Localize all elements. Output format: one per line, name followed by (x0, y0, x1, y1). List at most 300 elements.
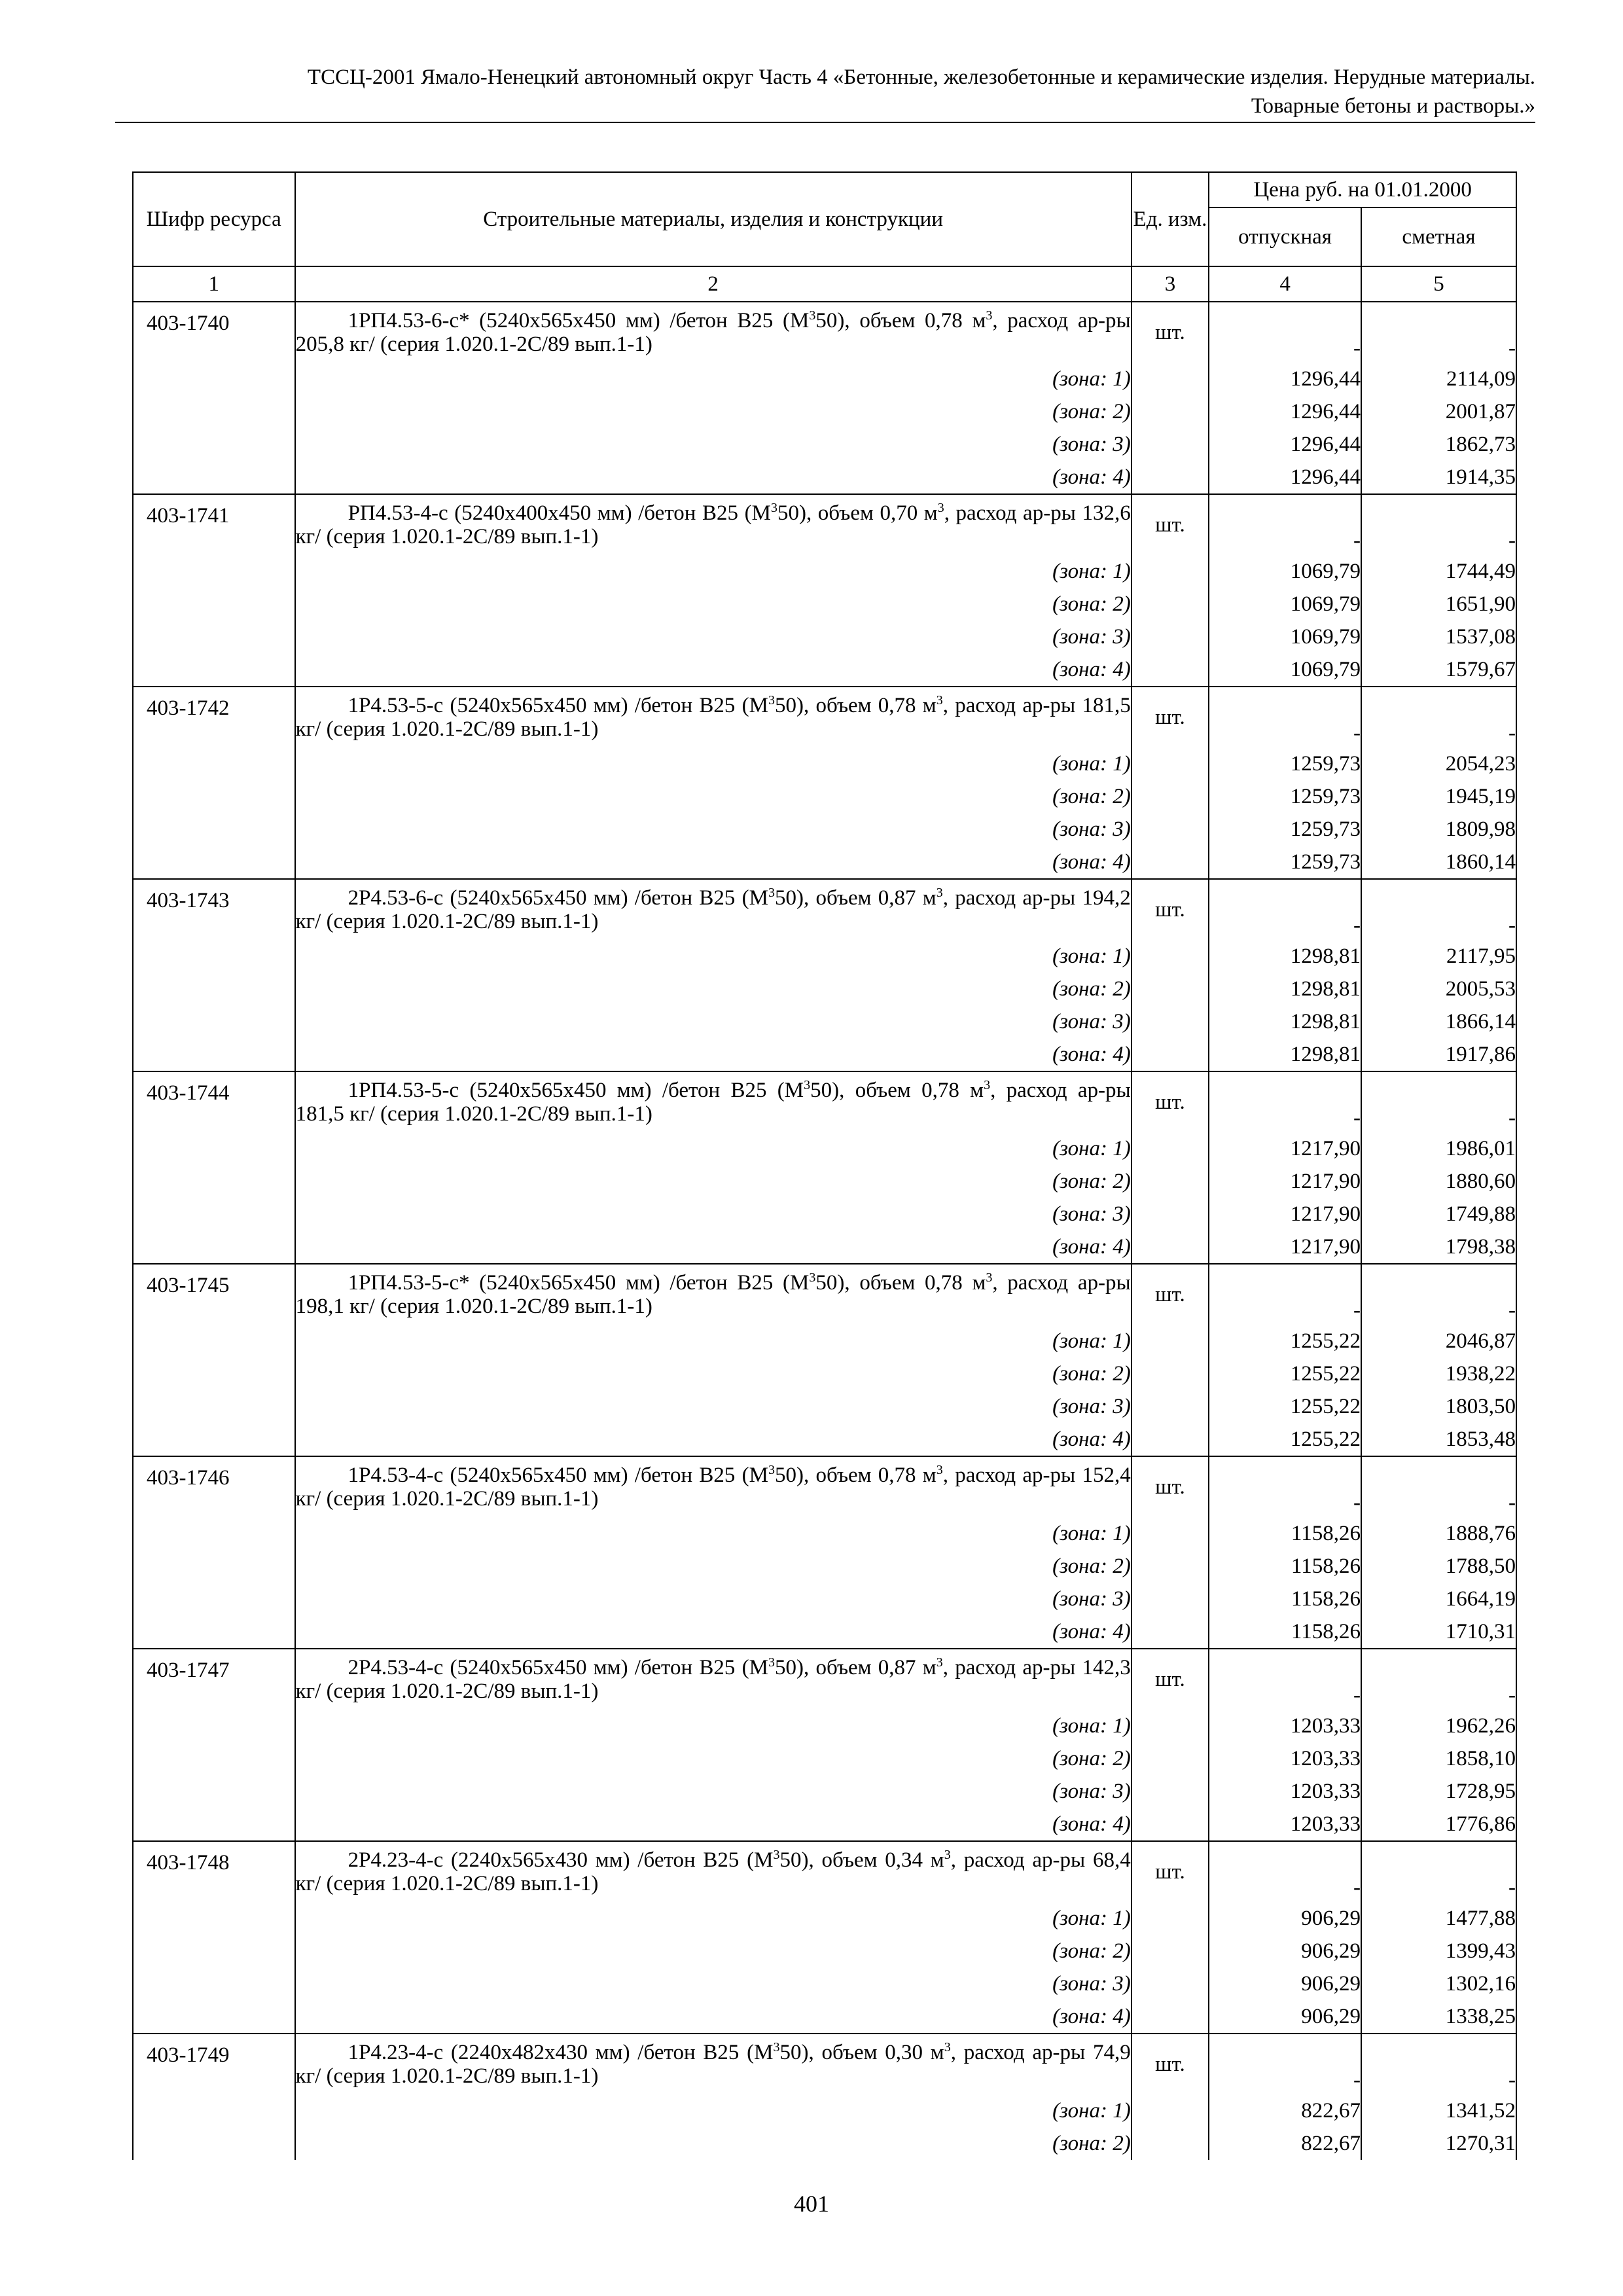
item-description (295, 1456, 1132, 1517)
table-row (133, 1649, 1516, 1710)
zone-release-price: 1069,79 (1209, 555, 1361, 588)
desc-text: 1Р4.53-5-с (5240х565х450 мм) /бетон В25 (М (348, 694, 768, 717)
zone-release-price: 906,29 (1209, 1902, 1361, 1935)
zone-label: (зона: 4) (295, 846, 1132, 879)
desc-text: , расход ар-ры 205,8 кг/ (серия 1.020.1-2С/89 вып.1-1) (295, 309, 1131, 356)
zone-label: (зона: 3) (295, 813, 1132, 846)
estimate-price: - (1361, 302, 1516, 363)
desc-text: 50), объем 0,87 м (774, 886, 936, 910)
zone-row (133, 1325, 1516, 1357)
zone-label: (зона: 2) (295, 1742, 1132, 1775)
desc-superscript: 3 (937, 501, 944, 515)
zone-estimate-price: 1809,98 (1361, 813, 1516, 846)
zone-label: (зона: 2) (295, 1357, 1132, 1390)
unit-empty (1132, 620, 1209, 653)
unit-empty (1132, 1550, 1209, 1583)
zone-estimate-price: 1986,01 (1361, 1132, 1516, 1165)
zone-row (133, 1132, 1516, 1165)
zone-label: (зона: 2) (295, 780, 1132, 813)
zone-release-price: 1158,26 (1209, 1583, 1361, 1615)
zone-estimate-price: 1803,50 (1361, 1390, 1516, 1423)
desc-text: 1РП4.53-5-с (5240х565х450 мм) /бетон В25 (М (348, 1079, 804, 1102)
unit-empty (1132, 1005, 1209, 1038)
unit: шт. (1132, 1456, 1209, 1517)
item-description (295, 494, 1132, 555)
estimate-price: - (1361, 494, 1516, 555)
desc-text: 50), объем 0,78 м (815, 1271, 986, 1295)
zone-row (133, 1165, 1516, 1198)
zone-row (133, 1005, 1516, 1038)
desc-text: РП4.53-4-с (5240х400х450 мм) /бетон В25 (М (348, 501, 771, 525)
zone-label: (зона: 3) (295, 1967, 1132, 2000)
zone-label: (зона: 4) (295, 2000, 1132, 2034)
zone-estimate-price: 1862,73 (1361, 428, 1516, 461)
zone-row (133, 428, 1516, 461)
estimate-price: - (1361, 1264, 1516, 1325)
unit-empty (1132, 461, 1209, 494)
unit-empty (1132, 747, 1209, 780)
desc-superscript: 3 (986, 308, 993, 323)
desc-text: 1Р4.53-4-с (5240х565х450 мм) /бетон В25 (М (348, 1463, 768, 1487)
table-row (133, 1264, 1516, 1325)
zone-row (133, 1423, 1516, 1456)
release-price: - (1209, 2034, 1361, 2094)
zone-release-price: 1255,22 (1209, 1423, 1361, 1456)
desc-superscript: 3 (944, 2040, 951, 2054)
zone-estimate-price: 1710,31 (1361, 1615, 1516, 1649)
zone-row (133, 1775, 1516, 1808)
desc-superscript: 3 (936, 693, 943, 708)
zone-label: (зона: 1) (295, 1132, 1132, 1165)
desc-text: 50), объем 0,78 м (815, 309, 986, 332)
desc-text: 2Р4.53-4-с (5240х565х450 мм) /бетон В25 (М (348, 1656, 768, 1679)
desc-text: 50), объем 0,78 м (810, 1079, 984, 1102)
zone-row (133, 395, 1516, 428)
zone-release-price: 1296,44 (1209, 428, 1361, 461)
item-description (295, 1649, 1132, 1710)
zone-row (133, 2000, 1516, 2034)
zone-estimate-price: 1938,22 (1361, 1357, 1516, 1390)
zone-estimate-price: 2001,87 (1361, 395, 1516, 428)
unit-empty (1132, 1710, 1209, 1742)
unit-empty (1132, 1230, 1209, 1264)
unit-empty (1132, 555, 1209, 588)
zone-label: (зона: 2) (295, 973, 1132, 1005)
resource-code: 403-1744 (133, 1071, 295, 1264)
zone-label: (зона: 1) (295, 747, 1132, 780)
resource-code: 403-1742 (133, 687, 295, 879)
zone-row (133, 1550, 1516, 1583)
table-body (133, 302, 1516, 2160)
zone-row (133, 1615, 1516, 1649)
unit: шт. (1132, 1649, 1209, 1710)
desc-superscript: 3 (984, 1078, 991, 1092)
desc-superscript: 3 (986, 1270, 993, 1285)
zone-label: (зона: 2) (295, 1550, 1132, 1583)
header-num-1: 1 (133, 266, 295, 302)
zone-release-price: 1298,81 (1209, 1005, 1361, 1038)
desc-text: 1РП4.53-5-с* (5240х565х450 мм) /бетон В25 (М (348, 1271, 810, 1295)
zone-row (133, 653, 1516, 687)
desc-text: 50), объем 0,30 м (779, 2041, 944, 2064)
desc-text: , расход ар-ры 181,5 кг/ (серия 1.020.1-2С/89 вып.1-1) (295, 1079, 1131, 1126)
zone-release-price: 1259,73 (1209, 780, 1361, 813)
header-unit: Ед. изм. (1132, 172, 1209, 266)
zone-estimate-price: 1537,08 (1361, 620, 1516, 653)
zone-row (133, 1583, 1516, 1615)
zone-release-price: 1259,73 (1209, 747, 1361, 780)
zone-release-price: 1203,33 (1209, 1742, 1361, 1775)
desc-text: , расход ар-ры 194,2 кг/ (серия 1.020.1-2С/89 вып.1-1) (295, 886, 1131, 933)
zone-row (133, 2094, 1516, 2127)
zone-row (133, 1357, 1516, 1390)
unit-empty (1132, 973, 1209, 1005)
unit: шт. (1132, 1841, 1209, 1902)
unit-empty (1132, 1038, 1209, 1071)
zone-label: (зона: 3) (295, 1775, 1132, 1808)
unit: шт. (1132, 494, 1209, 555)
desc-superscript: 3 (773, 2040, 780, 2054)
item-description (295, 2034, 1132, 2094)
desc-superscript: 3 (768, 886, 775, 900)
zone-release-price: 1217,90 (1209, 1198, 1361, 1230)
zone-estimate-price: 2054,23 (1361, 747, 1516, 780)
zone-estimate-price: 1866,14 (1361, 1005, 1516, 1038)
unit-empty (1132, 940, 1209, 973)
table-row (133, 687, 1516, 747)
zone-release-price: 1203,33 (1209, 1808, 1361, 1841)
zone-row (133, 1967, 1516, 2000)
desc-superscript: 3 (768, 1655, 775, 1670)
resource-code: 403-1741 (133, 494, 295, 687)
zone-release-price: 906,29 (1209, 1935, 1361, 1967)
resource-code: 403-1749 (133, 2034, 295, 2160)
zone-row (133, 1038, 1516, 1071)
zone-estimate-price: 1853,48 (1361, 1423, 1516, 1456)
header-release: отпускная (1209, 207, 1361, 266)
resource-code: 403-1748 (133, 1841, 295, 2034)
zone-estimate-price: 2117,95 (1361, 940, 1516, 973)
zone-release-price: 1255,22 (1209, 1357, 1361, 1390)
desc-text: 1РП4.53-6-с* (5240х565х450 мм) /бетон В25 (М (348, 309, 810, 332)
release-price: - (1209, 1649, 1361, 1710)
zone-release-price: 1298,81 (1209, 973, 1361, 1005)
zone-label: (зона: 1) (295, 1710, 1132, 1742)
header-name: Строительные материалы, изделия и конструкции (295, 172, 1132, 266)
zone-estimate-price: 2114,09 (1361, 363, 1516, 395)
zone-release-price: 1255,22 (1209, 1325, 1361, 1357)
item-description (295, 302, 1132, 363)
release-price: - (1209, 302, 1361, 363)
zone-release-price: 1217,90 (1209, 1165, 1361, 1198)
zone-label: (зона: 4) (295, 1808, 1132, 1841)
unit-empty (1132, 653, 1209, 687)
zone-release-price: 1259,73 (1209, 846, 1361, 879)
desc-text: , расход ар-ры 181,5 кг/ (серия 1.020.1-2С/89 вып.1-1) (295, 694, 1131, 741)
release-price: - (1209, 494, 1361, 555)
page-number: 401 (794, 2191, 829, 2217)
zone-release-price: 906,29 (1209, 1967, 1361, 2000)
zone-estimate-price: 1917,86 (1361, 1038, 1516, 1071)
zone-release-price: 1069,79 (1209, 620, 1361, 653)
zone-release-price: 1296,44 (1209, 363, 1361, 395)
unit-empty (1132, 1742, 1209, 1775)
header-line-2: Товарные бетоны и растворы.» (1251, 94, 1535, 118)
unit: шт. (1132, 687, 1209, 747)
zone-release-price: 1298,81 (1209, 1038, 1361, 1071)
zone-row (133, 1390, 1516, 1423)
zone-row (133, 973, 1516, 1005)
zone-estimate-price: 1860,14 (1361, 846, 1516, 879)
zone-row (133, 1902, 1516, 1935)
header-num-4: 4 (1209, 266, 1361, 302)
unit-empty (1132, 1967, 1209, 2000)
unit-empty (1132, 363, 1209, 395)
zone-label: (зона: 4) (295, 1615, 1132, 1649)
zone-release-price: 1217,90 (1209, 1132, 1361, 1165)
zone-release-price: 822,67 (1209, 2127, 1361, 2160)
unit-empty (1132, 1132, 1209, 1165)
unit-empty (1132, 1325, 1209, 1357)
unit-empty (1132, 1935, 1209, 1967)
header-estimate: сметная (1361, 207, 1516, 266)
header-line-1: ТССЦ-2001 Ямало-Ненецкий автономный округ Часть 4 «Бетонные, железобетонные и керамические изделия. Нерудные материалы. (307, 65, 1535, 89)
table-row (133, 1841, 1516, 1902)
table-row (133, 494, 1516, 555)
unit-empty (1132, 1583, 1209, 1615)
item-description (295, 687, 1132, 747)
header-rule (115, 122, 1535, 123)
zone-row (133, 780, 1516, 813)
estimate-price: - (1361, 1456, 1516, 1517)
zone-label: (зона: 3) (295, 1583, 1132, 1615)
desc-text: , расход ар-ры 152,4 кг/ (серия 1.020.1-2С/89 вып.1-1) (295, 1463, 1131, 1511)
zone-release-price: 1203,33 (1209, 1710, 1361, 1742)
zone-release-price: 906,29 (1209, 2000, 1361, 2034)
desc-superscript: 3 (773, 1848, 780, 1862)
desc-text: 50), объем 0,70 м (777, 501, 938, 525)
zone-estimate-price: 1749,88 (1361, 1198, 1516, 1230)
zone-label: (зона: 4) (295, 1230, 1132, 1264)
desc-superscript: 3 (936, 1463, 943, 1477)
zone-label: (зона: 1) (295, 940, 1132, 973)
zone-estimate-price: 1880,60 (1361, 1165, 1516, 1198)
release-price: - (1209, 687, 1361, 747)
zone-estimate-price: 1945,19 (1361, 780, 1516, 813)
zone-label: (зона: 3) (295, 1005, 1132, 1038)
zone-release-price: 1298,81 (1209, 940, 1361, 973)
zone-release-price: 1296,44 (1209, 461, 1361, 494)
unit-empty (1132, 428, 1209, 461)
zone-release-price: 1158,26 (1209, 1615, 1361, 1649)
unit: шт. (1132, 879, 1209, 940)
release-price: - (1209, 1456, 1361, 1517)
zone-label: (зона: 3) (295, 620, 1132, 653)
zone-estimate-price: 1728,95 (1361, 1775, 1516, 1808)
desc-text: 50), объем 0,78 м (774, 1463, 936, 1487)
desc-superscript: 3 (936, 886, 943, 900)
resource-code: 403-1747 (133, 1649, 295, 1841)
zone-row (133, 940, 1516, 973)
header-code: Шифр ресурса (133, 172, 295, 266)
zone-release-price: 1259,73 (1209, 813, 1361, 846)
unit-empty (1132, 1165, 1209, 1198)
price-table (132, 171, 1517, 2160)
zone-row (133, 1935, 1516, 1967)
estimate-price: - (1361, 1841, 1516, 1902)
zone-label: (зона: 1) (295, 1902, 1132, 1935)
zone-release-price: 822,67 (1209, 2094, 1361, 2127)
unit: шт. (1132, 1264, 1209, 1325)
release-price: - (1209, 1264, 1361, 1325)
zone-estimate-price: 1341,52 (1361, 2094, 1516, 2127)
table-row (133, 302, 1516, 363)
zone-release-price: 1069,79 (1209, 588, 1361, 620)
zone-estimate-price: 1858,10 (1361, 1742, 1516, 1775)
zone-estimate-price: 1914,35 (1361, 461, 1516, 494)
item-description (295, 1841, 1132, 1902)
zone-release-price: 1255,22 (1209, 1390, 1361, 1423)
table-header (133, 172, 1516, 302)
zone-label: (зона: 2) (295, 588, 1132, 620)
release-price: - (1209, 1071, 1361, 1132)
zone-estimate-price: 1302,16 (1361, 1967, 1516, 2000)
zone-release-price: 1203,33 (1209, 1775, 1361, 1808)
unit: шт. (1132, 302, 1209, 363)
desc-superscript: 3 (944, 1848, 951, 1862)
zone-estimate-price: 1888,76 (1361, 1517, 1516, 1550)
item-description (295, 1264, 1132, 1325)
zone-row (133, 2127, 1516, 2160)
zone-label: (зона: 2) (295, 2127, 1132, 2160)
zone-label: (зона: 3) (295, 1390, 1132, 1423)
zone-estimate-price: 1744,49 (1361, 555, 1516, 588)
zone-release-price: 1158,26 (1209, 1517, 1361, 1550)
zone-label: (зона: 4) (295, 1038, 1132, 1071)
zone-label: (зона: 3) (295, 428, 1132, 461)
zone-row (133, 461, 1516, 494)
unit-empty (1132, 588, 1209, 620)
unit-empty (1132, 1615, 1209, 1649)
zone-row (133, 363, 1516, 395)
resource-code: 403-1740 (133, 302, 295, 494)
zone-label: (зона: 4) (295, 653, 1132, 687)
table-row (133, 879, 1516, 940)
zone-row (133, 1517, 1516, 1550)
unit-empty (1132, 846, 1209, 879)
unit-empty (1132, 1808, 1209, 1841)
unit-empty (1132, 2094, 1209, 2127)
unit-empty (1132, 1423, 1209, 1456)
zone-estimate-price: 1962,26 (1361, 1710, 1516, 1742)
desc-superscript: 3 (804, 1078, 811, 1092)
zone-estimate-price: 1270,31 (1361, 2127, 1516, 2160)
desc-text: 2Р4.53-6-с (5240х565х450 мм) /бетон В25 (М (348, 886, 768, 910)
desc-text: , расход ар-ры 132,6 кг/ (серия 1.020.1-2С/89 вып.1-1) (295, 501, 1131, 548)
zone-label: (зона: 2) (295, 395, 1132, 428)
unit-empty (1132, 395, 1209, 428)
estimate-price: - (1361, 879, 1516, 940)
zone-label: (зона: 3) (295, 1198, 1132, 1230)
zone-estimate-price: 1579,67 (1361, 653, 1516, 687)
desc-text: , расход ар-ры 68,4 кг/ (серия 1.020.1-2С/89 вып.1-1) (295, 1848, 1131, 1895)
unit-empty (1132, 1198, 1209, 1230)
zone-release-price: 1296,44 (1209, 395, 1361, 428)
header-num-2: 2 (295, 266, 1132, 302)
zone-label: (зона: 1) (295, 2094, 1132, 2127)
desc-text: , расход ар-ры 142,3 кг/ (серия 1.020.1-2С/89 вып.1-1) (295, 1656, 1131, 1703)
zone-label: (зона: 1) (295, 363, 1132, 395)
zone-estimate-price: 1477,88 (1361, 1902, 1516, 1935)
zone-release-price: 1069,79 (1209, 653, 1361, 687)
desc-superscript: 3 (809, 1270, 816, 1285)
table-row (133, 1456, 1516, 1517)
zone-row (133, 1230, 1516, 1264)
desc-text: 50), объем 0,78 м (774, 694, 936, 717)
desc-text: , расход ар-ры 198,1 кг/ (серия 1.020.1-2С/89 вып.1-1) (295, 1271, 1131, 1318)
resource-code: 403-1745 (133, 1264, 295, 1456)
zone-row (133, 1742, 1516, 1775)
unit-empty (1132, 2000, 1209, 2034)
unit-empty (1132, 1517, 1209, 1550)
zone-estimate-price: 1776,86 (1361, 1808, 1516, 1841)
zone-estimate-price: 1651,90 (1361, 588, 1516, 620)
unit-empty (1132, 780, 1209, 813)
desc-superscript: 3 (770, 501, 777, 515)
desc-superscript: 3 (768, 1463, 775, 1477)
zone-label: (зона: 1) (295, 1325, 1132, 1357)
table-row (133, 1071, 1516, 1132)
header-price: Цена руб. на 01.01.2000 (1209, 172, 1516, 207)
zone-row (133, 1198, 1516, 1230)
unit-empty (1132, 1390, 1209, 1423)
zone-row (133, 588, 1516, 620)
unit-empty (1132, 1775, 1209, 1808)
unit-empty (1132, 1902, 1209, 1935)
zone-label: (зона: 2) (295, 1165, 1132, 1198)
unit-empty (1132, 2127, 1209, 2160)
zone-release-price: 1158,26 (1209, 1550, 1361, 1583)
desc-text: 50), объем 0,34 м (779, 1848, 944, 1872)
desc-superscript: 3 (768, 693, 775, 708)
desc-text: 1Р4.23-4-с (2240х482х430 мм) /бетон В25 (М (348, 2041, 774, 2064)
zone-estimate-price: 2046,87 (1361, 1325, 1516, 1357)
zone-label: (зона: 2) (295, 1935, 1132, 1967)
zone-label: (зона: 4) (295, 461, 1132, 494)
unit: шт. (1132, 2034, 1209, 2094)
zone-estimate-price: 1399,43 (1361, 1935, 1516, 1967)
zone-row (133, 1808, 1516, 1841)
zone-row (133, 813, 1516, 846)
item-description (295, 1071, 1132, 1132)
zone-row (133, 846, 1516, 879)
running-header (115, 63, 1535, 120)
zone-estimate-price: 1338,25 (1361, 2000, 1516, 2034)
zone-row (133, 620, 1516, 653)
estimate-price: - (1361, 687, 1516, 747)
release-price: - (1209, 1841, 1361, 1902)
desc-text: , расход ар-ры 74,9 кг/ (серия 1.020.1-2С/89 вып.1-1) (295, 2041, 1131, 2088)
zone-row (133, 555, 1516, 588)
resource-code: 403-1746 (133, 1456, 295, 1649)
unit-empty (1132, 813, 1209, 846)
unit: шт. (1132, 1071, 1209, 1132)
zone-label: (зона: 4) (295, 1423, 1132, 1456)
unit-empty (1132, 1357, 1209, 1390)
zone-release-price: 1217,90 (1209, 1230, 1361, 1264)
zone-row (133, 747, 1516, 780)
estimate-price: - (1361, 1649, 1516, 1710)
